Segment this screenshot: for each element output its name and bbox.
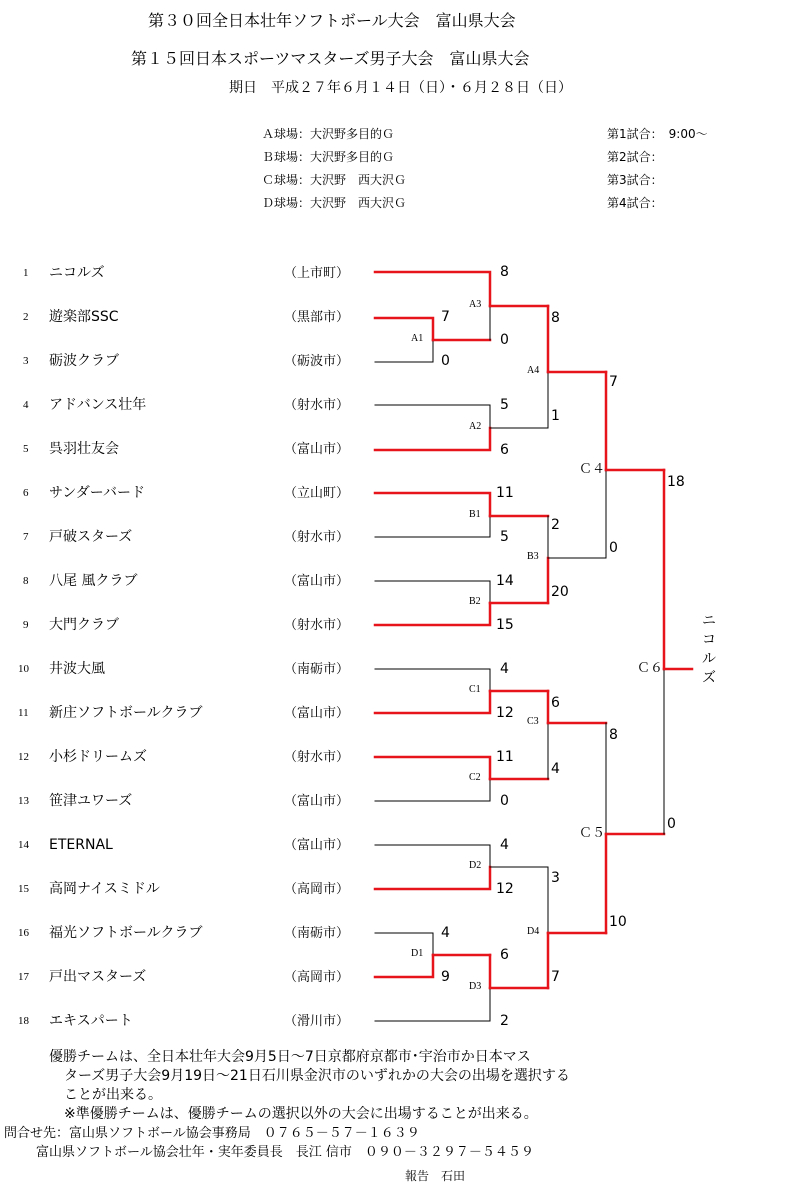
score-top: 4	[441, 925, 450, 941]
team-city: （射水市）	[284, 618, 350, 633]
team-number: 3	[23, 355, 29, 367]
score-bottom: 0	[500, 793, 509, 809]
match-label: B2	[469, 596, 481, 607]
team-name: エキスパート	[49, 1013, 133, 1029]
score-bottom: 12	[496, 705, 514, 721]
score-bottom: 7	[551, 969, 560, 985]
venue-a: Ａ球場：大沢野多目的Ｇ	[262, 127, 395, 141]
team-city: （射水市）	[284, 398, 350, 413]
team-city: （上市町）	[284, 266, 350, 281]
score-top: 3	[551, 870, 560, 886]
match-label: D3	[469, 981, 482, 992]
score-top: 5	[500, 397, 509, 413]
team-name: ETERNAL	[49, 837, 113, 853]
score-bottom: 20	[551, 584, 569, 600]
team-name: 高岡ナイスミドル	[49, 881, 160, 897]
team-number: 16	[18, 927, 29, 939]
note-line-3: ことが出来る。	[64, 1087, 162, 1103]
score-top: 4	[500, 661, 509, 677]
match-label: A3	[469, 299, 482, 310]
match-label: C3	[527, 716, 539, 727]
match-label: A2	[469, 421, 482, 432]
team-city: （南砺市）	[284, 662, 350, 677]
champion-name: ニ コ ル ズ	[702, 613, 716, 686]
team-name: 笹津ユワーズ	[49, 793, 133, 809]
score-bottom: 4	[551, 761, 560, 777]
venue-d: Ｄ球場：大沢野 西大沢Ｇ	[262, 196, 407, 210]
score-top: 2	[551, 517, 560, 533]
game-time-2: 第2試合：	[607, 150, 663, 164]
score-top: 11	[496, 485, 514, 501]
contact-committee: 富山県ソフトボール協会壮年・実年委員長 長江 信市 ０９０－３２９７－５４５９	[36, 1145, 534, 1160]
team-name: 小杉ドリームズ	[49, 749, 147, 765]
match-label: A4	[527, 365, 540, 376]
match-label: B1	[469, 509, 481, 520]
team-city: （射水市）	[284, 530, 350, 545]
team-name: サンダーバード	[49, 485, 146, 501]
title-line-1: 第３０回全日本壮年ソフトボール大会 富山県大会	[148, 11, 516, 30]
team-city: （富山市）	[284, 794, 350, 809]
match-label: Ｃ４	[579, 462, 606, 477]
score-bottom: 0	[500, 332, 509, 348]
score-top: 4	[500, 837, 509, 853]
match-label: A1	[411, 333, 424, 344]
game-time-4: 第4試合：	[607, 196, 663, 210]
score-top: 6	[500, 947, 509, 963]
bracket-lines	[375, 272, 692, 1021]
score-bottom: 2	[500, 1013, 509, 1029]
score-top: 11	[496, 749, 514, 765]
score-bottom: 1	[551, 408, 560, 424]
score-bottom: 12	[496, 881, 514, 897]
score-top: 8	[500, 264, 509, 280]
team-number: 8	[23, 575, 29, 587]
team-number: 18	[18, 1015, 29, 1027]
team-number: 4	[23, 399, 29, 411]
score-top: 6	[551, 695, 560, 711]
match-label: D1	[411, 948, 424, 959]
tournament-dates: 期日 平成２７年６月１４日（日）・６月２８日（日）	[229, 80, 572, 96]
match-label: Ｃ６	[637, 661, 664, 676]
team-number: 14	[18, 839, 29, 851]
score-bottom: 0	[667, 816, 676, 832]
score-bottom: 0	[609, 540, 618, 556]
team-number: 13	[18, 795, 29, 807]
contact-office: 問合せ先：富山県ソフトボール協会事務局 ０７６５－５７－１６３９	[4, 1126, 420, 1141]
team-number: 17	[18, 971, 29, 983]
team-city: （高岡市）	[284, 882, 350, 897]
team-city: （立山町）	[284, 486, 350, 501]
team-name: 遊楽部SSC	[49, 309, 119, 325]
team-name: 戸破スターズ	[49, 529, 133, 545]
venue-c: Ｃ球場：大沢野 西大沢Ｇ	[262, 173, 407, 187]
team-number: 6	[23, 487, 29, 499]
team-name: 八尾 風クラブ	[49, 573, 138, 589]
team-city: （富山市）	[284, 574, 350, 589]
team-city: （砺波市）	[284, 354, 350, 369]
team-name: 福光ソフトボールクラブ	[49, 925, 203, 941]
team-number: 5	[23, 443, 29, 455]
venue-b: Ｂ球場：大沢野多目的Ｇ	[262, 150, 395, 164]
team-number: 15	[18, 883, 29, 895]
team-city: （富山市）	[284, 838, 350, 853]
score-top: 7	[609, 374, 618, 390]
team-number: 1	[23, 267, 29, 279]
score-bottom: 9	[441, 969, 450, 985]
team-name: 井波大風	[49, 661, 105, 677]
team-city: （富山市）	[284, 442, 350, 457]
team-number: 9	[23, 619, 29, 631]
score-bottom: 5	[500, 529, 509, 545]
match-label: B3	[527, 551, 539, 562]
team-name: ニコルズ	[49, 265, 105, 281]
score-top: 14	[496, 573, 514, 589]
score-top: 18	[667, 474, 685, 490]
team-name: 新庄ソフトボールクラブ	[49, 705, 203, 721]
game-time-3: 第3試合：	[607, 173, 663, 187]
match-label: C2	[469, 772, 481, 783]
score-top: 8	[551, 310, 560, 326]
team-city: （高岡市）	[284, 970, 350, 985]
team-name: 戸出マスターズ	[49, 969, 147, 985]
team-name: 大門クラブ	[49, 617, 119, 633]
note-line-1: 優勝チームは、全日本壮年大会9月5日～7日京都府京都市･宇治市か日本マス	[49, 1049, 531, 1065]
team-name: 呉羽壮友会	[49, 441, 119, 457]
note-line-2: ターズ男子大会9月19日～21日石川県金沢市のいずれかの大会の出場を選択する	[64, 1068, 570, 1084]
game-time-1: 第1試合： 9:00～	[607, 127, 708, 141]
score-top: 8	[609, 727, 618, 743]
team-city: （南砺市）	[284, 926, 350, 941]
match-label: D2	[469, 860, 482, 871]
team-city: （滑川市）	[284, 1014, 350, 1029]
team-name: 砺波クラブ	[49, 353, 119, 369]
team-number: 11	[18, 707, 29, 719]
match-label: Ｃ５	[579, 826, 606, 841]
team-city: （射水市）	[284, 750, 350, 765]
score-top: 7	[441, 309, 450, 325]
team-number: 2	[23, 311, 29, 323]
team-number: 12	[18, 751, 29, 763]
match-label: C1	[469, 684, 481, 695]
score-bottom: 0	[441, 353, 450, 369]
score-bottom: 15	[496, 617, 514, 633]
match-label: D4	[527, 926, 540, 937]
report-by: 報告 石田	[405, 1169, 466, 1183]
team-number: 7	[23, 531, 29, 543]
title-line-2: 第１５回日本スポーツマスターズ男子大会 富山県大会	[131, 49, 530, 68]
team-name: アドバンス壮年	[49, 397, 147, 413]
team-number: 10	[18, 663, 29, 675]
score-bottom: 6	[500, 442, 509, 458]
score-bottom: 10	[609, 914, 627, 930]
team-city: （富山市）	[284, 706, 350, 721]
note-line-4: ※準優勝チームは、優勝チームの選択以外の大会に出場することが出来る。	[64, 1106, 538, 1122]
team-city: （黒部市）	[284, 310, 350, 325]
